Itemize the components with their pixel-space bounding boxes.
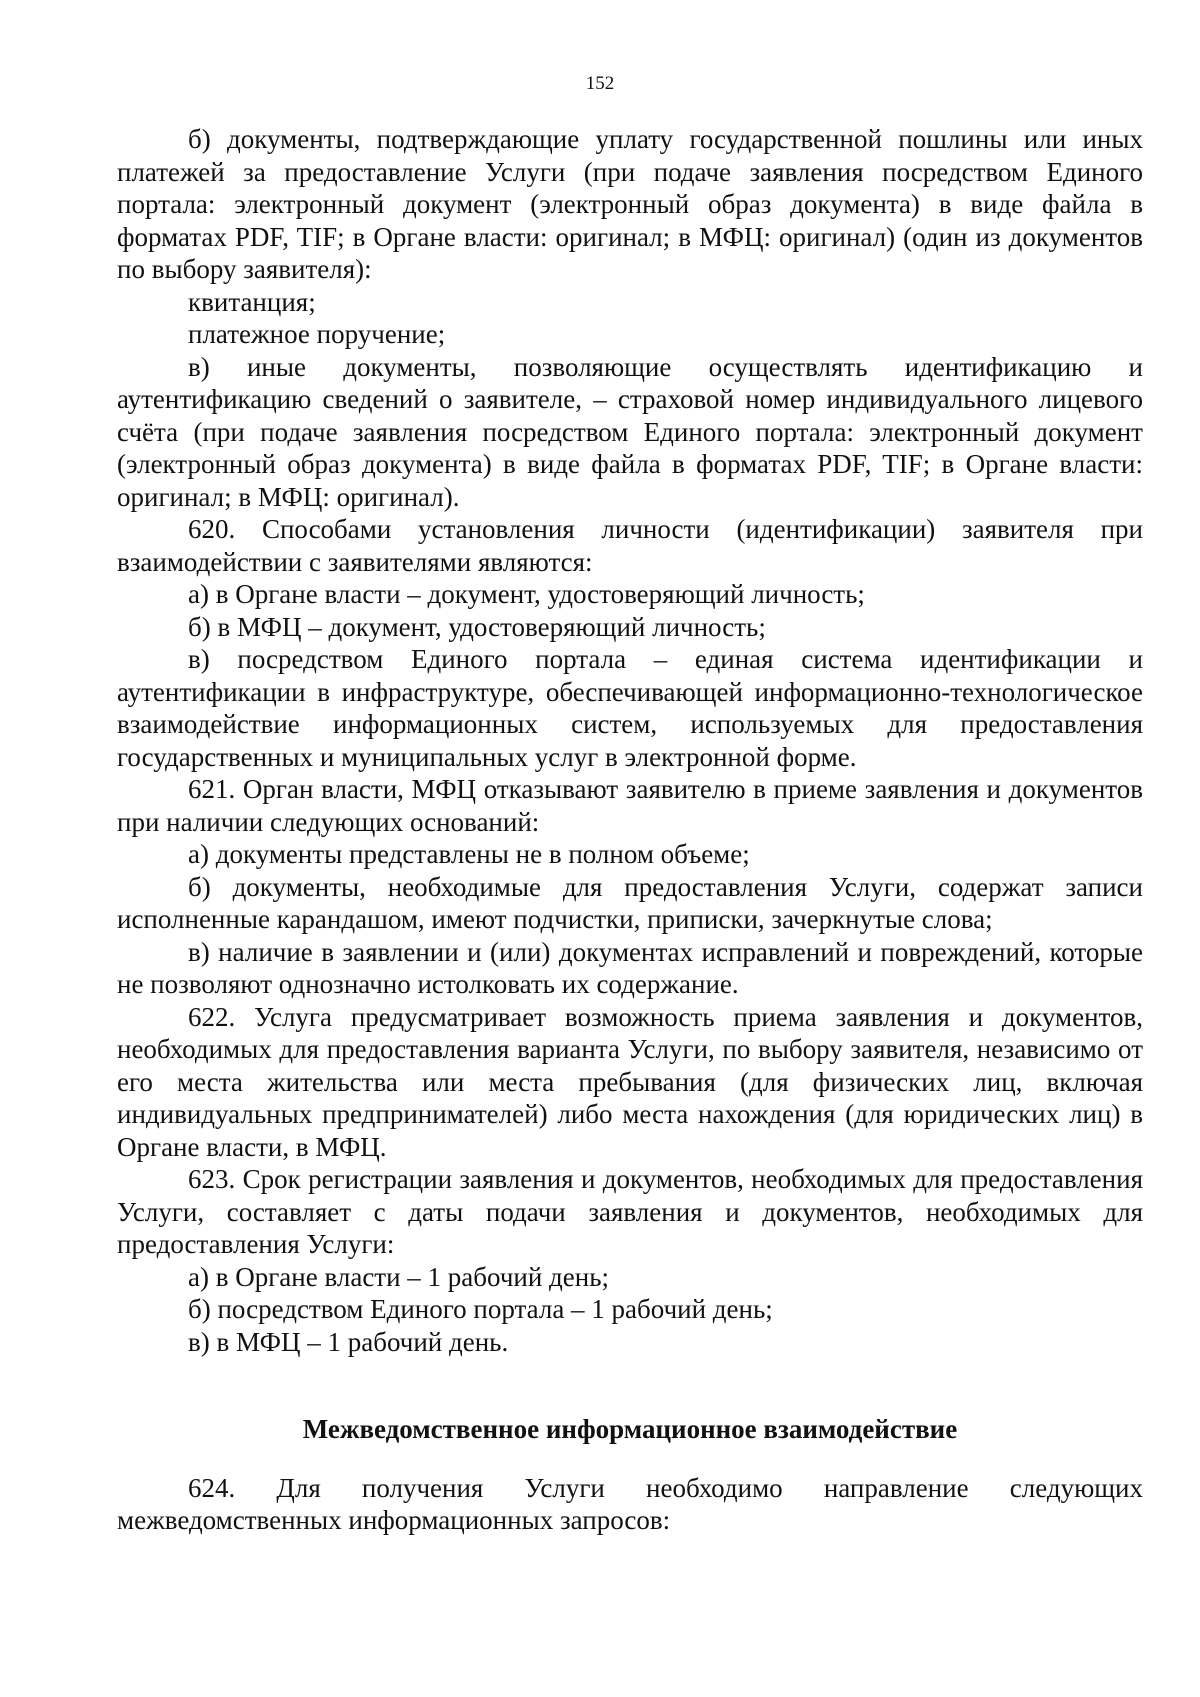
paragraph-621-v: в) наличие в заявлении и (или) документах исправлений и повреждений, которые не позволяют однозначно истолковать их содержание. <box>117 936 1143 999</box>
paragraph-620-v: в) посредством Единого портала – единая система идентификации и аутентификации в инфраструктуре, обеспечивающей информационно-технологическое взаимодействие информационных систем, используемых для предоставления государственных и муниципальных услуг в электронной форме. <box>117 644 1143 772</box>
paragraph-621-b: б) документы, необходимые для предоставления Услуги, содержат записи исполненные карандашом, имеют подчистки, приписки, зачеркнутые слова; <box>117 871 1143 934</box>
paragraph-v-other-documents: в) иные документы, позволяющие осуществлять идентификацию и аутентификацию сведений о заявителе, – страховой номер индивидуального лицевого счёта (при подаче заявления посредством Единого портала: электронный документ (электронный образ документа) в виде файла в форматах PDF, TIF; в Органе власти: оригинал; в МФЦ: оригинал). <box>117 351 1143 512</box>
paragraph-620-a: а) в Органе власти – документ, удостоверяющий личность; <box>188 579 865 609</box>
paragraph-622: 622. Услуга предусматривает возможность приема заявления и документов, необходимых для предоставления варианта Услуги, по выбору заявителя, независимо от его места жительства или места пребывания (для физических лиц, включая индивидуальных предпринимателей) либо места нахождения (для юридических лиц) в Органе власти, в МФЦ. <box>117 1001 1143 1162</box>
paragraph-623: 623. Срок регистрации заявления и документов, необходимых для предоставления Услуги, составляет с даты подачи заявления и документов, необходимых для предоставления Услуги: <box>117 1164 1143 1259</box>
paragraph-621: 621. Орган власти, МФЦ отказывают заявителю в приеме заявления и документов при наличии следующих оснований: <box>117 774 1143 837</box>
paragraph-623-v: в) в МФЦ – 1 рабочий день. <box>188 1326 509 1357</box>
document-body <box>117 123 1143 1537</box>
section-spacer <box>117 1358 1143 1413</box>
paragraph-623-b: б) посредством Единого портала – 1 рабочий день; <box>188 1294 773 1324</box>
paragraph-620: 620. Способами установления личности (идентификации) заявителя при взаимодействии с заявителями являются: <box>117 514 1143 577</box>
paragraph-receipt: квитанция; <box>188 286 316 317</box>
page-number: 152 <box>585 73 615 94</box>
paragraph-624: 624. Для получения Услуги необходимо направление следующих межведомственных информационных запросов: <box>117 1472 1143 1535</box>
paragraph-b-payment-documents: б) документы, подтверждающие уплату государственной пошлины или иных платежей за предоставление Услуги (при подаче заявления посредством Единого портала: электронный документ (электронный образ документа) в виде файла в форматах PDF, TIF; в Органе власти: оригинал; в МФЦ: оригинал) (один из документов по выбору заявителя): <box>117 124 1143 284</box>
section-heading: Межведомственное информационное взаимодействие <box>302 1414 958 1444</box>
paragraph-621-a: а) документы представлены не в полном объеме; <box>188 839 750 869</box>
paragraph-payment-order: платежное поручение; <box>188 319 446 349</box>
paragraph-620-b: б) в МФЦ – документ, удостоверяющий личность; <box>188 611 766 642</box>
paragraph-623-a: а) в Органе власти – 1 рабочий день; <box>188 1261 610 1292</box>
